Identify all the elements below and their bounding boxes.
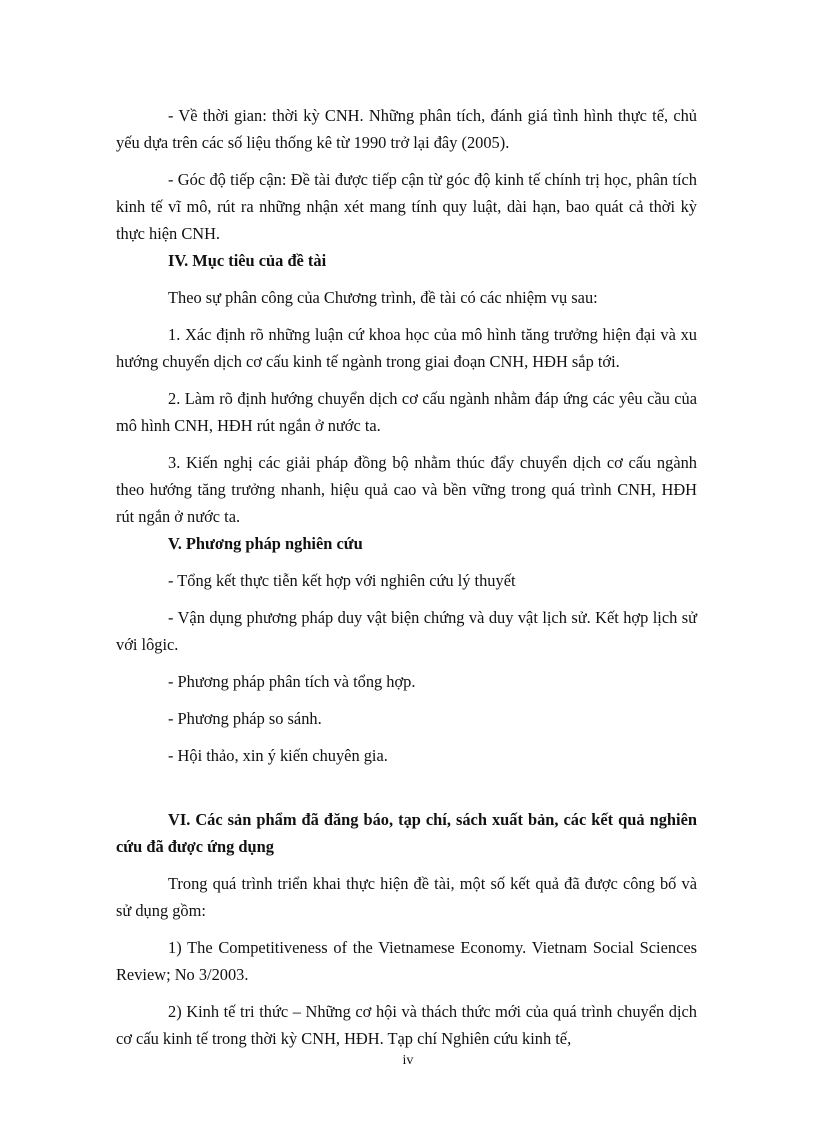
method-item-5: - Hội thảo, xin ý kiến chuyên gia.: [168, 746, 388, 765]
document-page: [116, 102, 697, 1052]
scope-approach-paragraph: - Góc độ tiếp cận: Đề tài được tiếp cận từ góc độ kinh tế chính trị học, phân tích kinh tế vĩ mô, rút ra những nhận xét mang tính quy luật, dài hạn, bao quát cả thời kỳ thực hiện CNH.: [116, 170, 697, 243]
section-heading-products: VI. Các sản phẩm đã đăng báo, tạp chí, sách xuất bản, các kết quả nghiên cứu đã được ứng dụng: [116, 810, 697, 856]
method-item-2: - Vận dụng phương pháp duy vật biện chứng và duy vật lịch sử. Kết hợp lịch sử với lôgic.: [116, 608, 697, 654]
product-item-2: 2) Kinh tế tri thức – Những cơ hội và thách thức mới của quá trình chuyển dịch cơ cấu kinh tế trong thời kỳ CNH, HĐH. Tạp chí Nghiên cứu kinh tế,: [116, 1002, 697, 1048]
product-item-1: 1) The Competitiveness of the Vietnamese Economy. Vietnam Social Sciences Review; No 3/2003.: [116, 938, 697, 984]
objective-item-1: 1. Xác định rõ những luận cứ khoa học của mô hình tăng trưởng hiện đại và xu hướng chuyển dịch cơ cấu kinh tế ngành trong giai đoạn CNH, HĐH sắp tới.: [116, 325, 697, 371]
objective-item-2: 2. Làm rõ định hướng chuyển dịch cơ cấu ngành nhằm đáp ứng các yêu cầu của mô hình CNH, HĐH rút ngắn ở nước ta.: [116, 389, 697, 435]
method-item-4: - Phương pháp so sánh.: [168, 709, 322, 728]
method-item-1: - Tổng kết thực tiễn kết hợp với nghiên cứu lý thuyết: [168, 571, 516, 590]
objectives-intro: Theo sự phân công của Chương trình, đề tài có các nhiệm vụ sau:: [168, 288, 598, 307]
page-number: iv: [402, 1053, 414, 1068]
products-intro: Trong quá trình triển khai thực hiện đề tài, một số kết quả đã được công bố và sử dụng gồm:: [116, 874, 697, 920]
section-heading-methods: V. Phương pháp nghiên cứu: [168, 534, 363, 553]
scope-time-paragraph: - Về thời gian: thời kỳ CNH. Những phân tích, đánh giá tình hình thực tế, chủ yếu dựa trên các số liệu thống kê từ 1990 trở lại đây (2005).: [116, 106, 697, 152]
method-item-3: - Phương pháp phân tích và tổng hợp.: [168, 672, 416, 691]
objective-item-3: 3. Kiến nghị các giải pháp đồng bộ nhằm thúc đẩy chuyển dịch cơ cấu ngành theo hướng tăng trưởng nhanh, hiệu quả cao và bền vững trong quá trình CNH, HĐH rút ngắn ở nước ta.: [116, 453, 697, 526]
section-heading-objectives: IV. Mục tiêu của đề tài: [168, 251, 327, 270]
